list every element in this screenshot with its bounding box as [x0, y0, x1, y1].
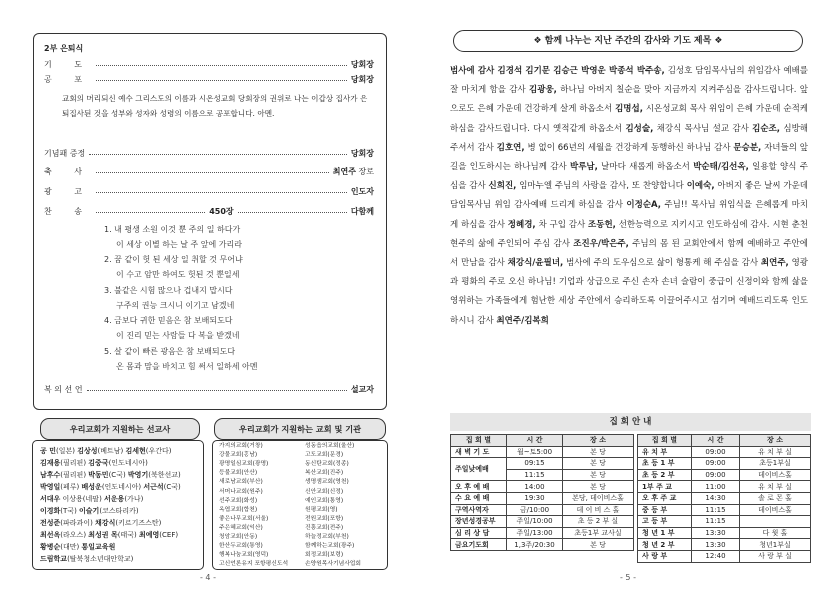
schedule-row [638, 516, 811, 528]
church-item: 고신언론유지 포항평신도석 [219, 561, 289, 568]
schedule-cell-name: 오 후 예 배 [451, 481, 507, 493]
schedule-cell-time: 19:30 [507, 492, 563, 504]
thanks-segment: 선한능력으로 지키시고 인도하심에 감사. 시현 춘천 현주의 삶에 주인되어 주심 감사 [450, 219, 808, 249]
church-item: 동신탄교회(정종) [305, 461, 349, 468]
mission-line: 남후수(필리핀) 박동민(C국) 박영기(북한선교) [40, 471, 181, 479]
missions-list [32, 440, 204, 570]
church-item: 행복나눔교회(영덕) [219, 552, 269, 559]
churches-title: 우리교회가 지원하는 교회 및 기관 [214, 418, 386, 440]
schedule-cell-place: 데이비스홀 [740, 469, 811, 481]
thanks-segment: 차 구입 감사 [535, 219, 589, 230]
schedule-cell-name: 새 벽 기 도 [451, 446, 507, 458]
church-item: 전원교회(포항) [305, 515, 344, 522]
schedule-cell-name: 청 년 2 부 [638, 539, 692, 551]
col-header: 시 간 [692, 435, 740, 447]
schedule-cell-time: 09:15 [507, 458, 563, 470]
schedule-row [451, 446, 634, 458]
order-hymn: 찬 송 450장 다함께 [44, 207, 374, 216]
order-invocation: 기 도 당회장 [44, 60, 374, 69]
thanks-name: 신희진, [488, 181, 517, 192]
thanks-segment: 심방해 주셔서 감사 [450, 123, 808, 153]
thanks-segment: 임마누엘 주님의 사랑을 감사, 또 찬양합니다 [516, 181, 687, 192]
thanks-segment: 김성호 담임목사님의 위임감사 예배를 잘 마치게 함을 감사 [450, 66, 808, 96]
hymn-line: 이 진리 믿는 사람들 다 복을 받겠네 [116, 331, 240, 340]
church-item: 광명일심교회(광명) [219, 461, 269, 468]
page-number-right: - 5 - [620, 573, 636, 582]
thanks-name: 조동헌, [588, 219, 616, 230]
thanks-segment: 범사에 주의 도우심으로 삶이 형통케 해 주심을 감사 [563, 258, 761, 269]
schedule-cell-time: 12:40 [692, 550, 740, 562]
schedule-row [638, 550, 811, 562]
thanks-segment: 하나님 아버지 칠순을 맞아 지금까지 지켜주심을 감사드립니다. 앞으로도 은혜 가운데 건강하게 살게 하옵소서 [450, 85, 808, 115]
mission-line: 황병순(대만) 통일교육원 [40, 543, 116, 551]
thanks-name: 김명섭, [615, 104, 643, 115]
schedule-cell-time: 11:15 [692, 504, 740, 516]
hymn-line: 3. 불같은 시험 많으나 겁내지 맙시다 [104, 286, 233, 295]
schedule-cell-place: 청년1부실 [740, 539, 811, 551]
schedule-cell-place [740, 516, 811, 528]
schedule-cell-time: 14:30 [692, 492, 740, 504]
church-item: 고도교회(문경) [305, 452, 344, 459]
schedule-cell-name: 초 등 2 부 [638, 469, 692, 481]
section-title: 2부 은퇴식 [44, 44, 84, 53]
mission-line: 박영일(페루) 배성운(인도네시아) 서근석(C국) [40, 483, 181, 491]
order-benediction: 복 의 선 언 설교자 [44, 385, 374, 394]
schedule-cell-name: 구역사역자 [451, 504, 507, 516]
schedule-row [451, 527, 634, 539]
schedule-cell-name: 초 등 1 부 [638, 458, 692, 470]
thanks-name: 최연주/김복희 [496, 315, 549, 326]
schedule-cell-time: 11:15 [692, 516, 740, 528]
thanks-segment: 주님의 몸 된 교회안에서 함께 예배하고 주안에서 만남을 감사 [450, 238, 808, 269]
schedule-cell-time: 금/10:00 [507, 504, 563, 516]
church-item: 신안교회(신정) [305, 488, 344, 495]
thanks-segment: 날마다 새롭게 하옵소서 [597, 162, 694, 173]
mission-line: 전성준(파라과이) 채강식(키르기즈스탄) [40, 519, 162, 527]
hymn-line: 이 수고 암만 하여도 헛된 것 뿐일세 [116, 270, 240, 279]
hymn-line: 1. 내 평생 소원 이것 뿐 주의 일 하다가 [104, 225, 241, 234]
schedule-cell-time: 11:15 [507, 469, 563, 481]
schedule-cell-place: 다 윗 홀 [740, 527, 811, 539]
hymn-line: 이 세상 이별 하는 날 주 앞에 가리라 [116, 240, 242, 249]
schedule-cell-name: 장년성경공부 [451, 516, 507, 528]
schedule-cell-place: 유 치 부 실 [740, 446, 811, 458]
order-advert: 광 고 인도자 [44, 187, 374, 196]
church-item: 가지의교회(거창) [219, 443, 263, 449]
thanks-name: 김성술, [625, 123, 654, 134]
schedule-cell-name: 금요기도회 [451, 539, 507, 551]
thanks-segment: 영광과 평화의 주로 오신 하나님! 기업과 상급으로 주신 손자 손녀 슬람이 중급이 신정이와 함께 삶을 영위하는 가족들에게 험난한 세상 주안에서 승리하도록 이끌어주시고 섬기며 예배드리도록 인도하시니 감사 [450, 258, 809, 326]
schedule-row [638, 539, 811, 551]
col-header: 시 간 [507, 435, 563, 447]
schedule-row [638, 481, 811, 493]
schedule-cell-time: 14:00 [507, 481, 563, 493]
thanks-segment: 자녀들의 앞길을 인도하시는 하나님께 감사 [450, 142, 808, 173]
schedule-cell-name: 수 요 예 배 [451, 492, 507, 504]
schedule-cell-name: 오 후 주 교 [638, 492, 692, 504]
schedule-row [451, 539, 634, 551]
church-item: 복산교회(진주) [305, 470, 344, 477]
schedule-cell-time: 09:00 [692, 469, 740, 481]
schedule-row [638, 527, 811, 539]
hymn-line: 5. 살 같이 빠른 광음은 참 보배되도다 [104, 347, 236, 356]
schedule-cell-place: 솔 로 몬 홀 [740, 492, 811, 504]
thanks-name: 이예숙, [686, 181, 715, 192]
schedule-row [638, 504, 811, 516]
church-item: 성동읍의교회(울산) [305, 443, 355, 449]
hymn-line: 구주의 권능 크시니 이기고 남겠네 [116, 301, 235, 310]
mission-line: 이경화(T국) 이슬기(코스타리카) [40, 507, 139, 515]
schedule-cell-time: 주일/13:00 [507, 527, 563, 539]
mission-line: 공 민(일본) 김상성(베트남) 김세현(우간다) [40, 447, 172, 455]
thanks-name: 범사에 감사 김경석 김기문 김승근 박영운 박종석 박주송, [450, 66, 665, 76]
schedule-cell-time: 09:00 [692, 446, 740, 458]
thanks-segment: 병 없이 66년의 세월을 건강하게 동행하신 하나님 감사 [524, 142, 734, 153]
thanks-title: ❖ 함께 나누는 지난 주간의 감사와 기도 제목 ❖ [453, 30, 803, 52]
church-item: 선주교회(화성) [219, 497, 258, 504]
hymn-line: 4. 금보다 귀한 믿음은 참 보배되도다 [104, 316, 233, 325]
thanks-segment: 아버지 좋은 날씨 가운데 담임목사님 위임 감사예배 드리게 하심을 감사 [450, 181, 809, 211]
schedule-cell-time: 1,3주/20:30 [507, 539, 563, 551]
thanks-name: 박루남, [569, 162, 598, 173]
schedule-cell-time: 13:30 [692, 527, 740, 539]
church-item: 원평교회(영) [305, 506, 338, 513]
schedule-cell-name: 심 리 상 담 [451, 527, 507, 539]
thanks-name: 문승분, [733, 142, 762, 153]
schedule-cell-place: 초등1부실 [740, 458, 811, 470]
mission-line: 드림학교(탈북청소년대안학교) [40, 555, 134, 563]
schedule-cell-place: 초등1부 교사실 [563, 527, 634, 539]
schedule-cell-time: 09:00 [692, 458, 740, 470]
schedule-cell-name: 청 년 1 부 [638, 527, 692, 539]
church-item: 옥엽교회(합천) [219, 506, 258, 513]
col-header: 장 소 [563, 435, 634, 447]
schedule-cell-time: 월~토5:00 [507, 446, 563, 458]
church-item: 생명샘교회(영천) [305, 479, 349, 486]
hymn-line: 2. 꿈 같이 헛 된 세상 일 취할 것 무어냐 [104, 255, 243, 264]
schedule-cell-name: 고 등 부 [638, 516, 692, 528]
schedule-cell-place: 사 랑 부 실 [740, 550, 811, 562]
church-item: 청암교회(안동) [219, 534, 258, 540]
schedule-cell-name: 중 등 부 [638, 504, 692, 516]
church-item: 서머나교회(원주) [219, 488, 263, 495]
schedule-cell-time: 11:00 [692, 481, 740, 493]
church-item: 새로남교회(부산) [219, 479, 263, 486]
church-item: 함께하는교회(광주) [305, 543, 355, 550]
schedule-cell-name: 1부 주 교 [638, 481, 692, 493]
churches-list [212, 440, 388, 570]
thanks-name: 박순태/김선옥, [693, 162, 749, 173]
thanks-segment: 채강식 목사님 설교 감사 [653, 123, 753, 134]
schedule-cell-place: 본당, 데이비스홀 [563, 492, 634, 504]
col-header: 집 회 별 [451, 435, 507, 447]
schedule-cell-name: 사 랑 부 [638, 550, 692, 562]
missions-title: 우리교회가 지원하는 선교사 [40, 418, 200, 440]
thanks-name: 정혜경, [507, 219, 536, 230]
order-plaque: 기념패 증정 당회장 [44, 149, 374, 158]
church-item: 강물교회(홍남) [219, 452, 258, 459]
church-item: 손양원목사기념사업회 [305, 561, 361, 568]
schedule-row [638, 469, 811, 481]
schedule-cell-place: 유 치 부 실 [740, 481, 811, 493]
mission-line: 김재용(필리핀) 김중국(인도네시아) [40, 459, 148, 467]
schedule-cell-place: 초 등 2 부 실 [563, 516, 634, 528]
church-item: 예인교회(통영) [305, 497, 344, 504]
schedule-table-left [450, 434, 634, 551]
thanks-name: 채강식/윤필녀, [507, 258, 564, 269]
thanks-name: 조진우/박은주, [573, 238, 629, 249]
schedule-cell-place: 데 이 비 스 홀 [563, 504, 634, 516]
thanks-name: 김호연, [496, 142, 525, 153]
announcement-text: 교회의 머리되신 예수 그리스도의 이름과 시온성교회 당회장의 권위로 나는 이갑상 집사가 은퇴집사된 것을 성부와 성자와 성령의 이름으로 공포합니다. 아멘. [62, 94, 368, 118]
schedule-row [451, 516, 634, 528]
schedule-cell-place: 본 당 [563, 446, 634, 458]
thanks-segment: 주님!! 목사님 위임식을 은혜롭게 마치게 하심을 감사 [450, 200, 808, 230]
schedule-cell-name: 유 치 부 [638, 446, 692, 458]
schedule-cell-place: 본 당 [563, 539, 634, 551]
schedule-title: 집 회 안 내 [450, 413, 811, 431]
schedule-row [451, 458, 634, 470]
mission-line: 최선옥(라오스) 최성권 목(태국) 최예영(CEF) [40, 531, 179, 539]
thanks-name: 김순조, [752, 123, 781, 134]
order-congrats: 축 사 최연주 장로 [44, 167, 374, 176]
schedule-row [451, 504, 634, 516]
schedule-cell-place: 본 당 [563, 469, 634, 481]
schedule-table-right [637, 434, 811, 563]
thanks-name: 김광웅, [529, 85, 557, 96]
col-header: 집 회 별 [638, 435, 692, 447]
right-page [420, 0, 840, 594]
thanks-name: 최연주, [760, 258, 789, 269]
church-item: 주은혜교회(익산) [219, 524, 263, 531]
schedule-row [451, 492, 634, 504]
schedule-row [638, 492, 811, 504]
church-item: 회정교회(보령) [305, 552, 344, 559]
church-item: 하늘정교회(부천) [305, 534, 349, 540]
thanks-text [450, 62, 808, 331]
church-item: 진흥교회(전주) [305, 524, 344, 531]
church-item: 한산두교회(통영) [219, 543, 263, 550]
page-number-left: - 4 - [200, 573, 216, 582]
thanks-segment: 시온성교회 목사 위임이 은혜 가운데 순적케 하심을 감사드립니다. 다시 옛적같게 하옵소서 [450, 104, 808, 134]
mission-line: 서대우 이상용(네팔) 서운용(가나) [40, 495, 144, 503]
church-item: 좋은나무교회(서울) [219, 515, 269, 522]
thanks-segment: 일용할 양식 주심을 감사 [450, 162, 809, 192]
schedule-cell-place: 본 당 [563, 458, 634, 470]
order-announce: 공 포 당회장 [44, 75, 374, 84]
schedule-row [638, 458, 811, 470]
schedule-row [451, 481, 634, 493]
schedule-cell-place: 데이비스홀 [740, 504, 811, 516]
hymn-line: 온 몸과 맘을 바치고 힘 써서 일하세 아멘 [116, 362, 258, 371]
retirement-ceremony-box [33, 33, 387, 410]
col-header: 장 소 [740, 435, 811, 447]
church-item: 등불교회(안산) [219, 470, 258, 477]
schedule-cell-time: 주일/10:00 [507, 516, 563, 528]
thanks-name: 이정순A, [626, 200, 662, 211]
schedule-cell-name: 주일낮예배 [451, 458, 507, 481]
schedule-cell-time: 13:30 [692, 539, 740, 551]
schedule-cell-place: 본 당 [563, 481, 634, 493]
schedule-row [638, 446, 811, 458]
